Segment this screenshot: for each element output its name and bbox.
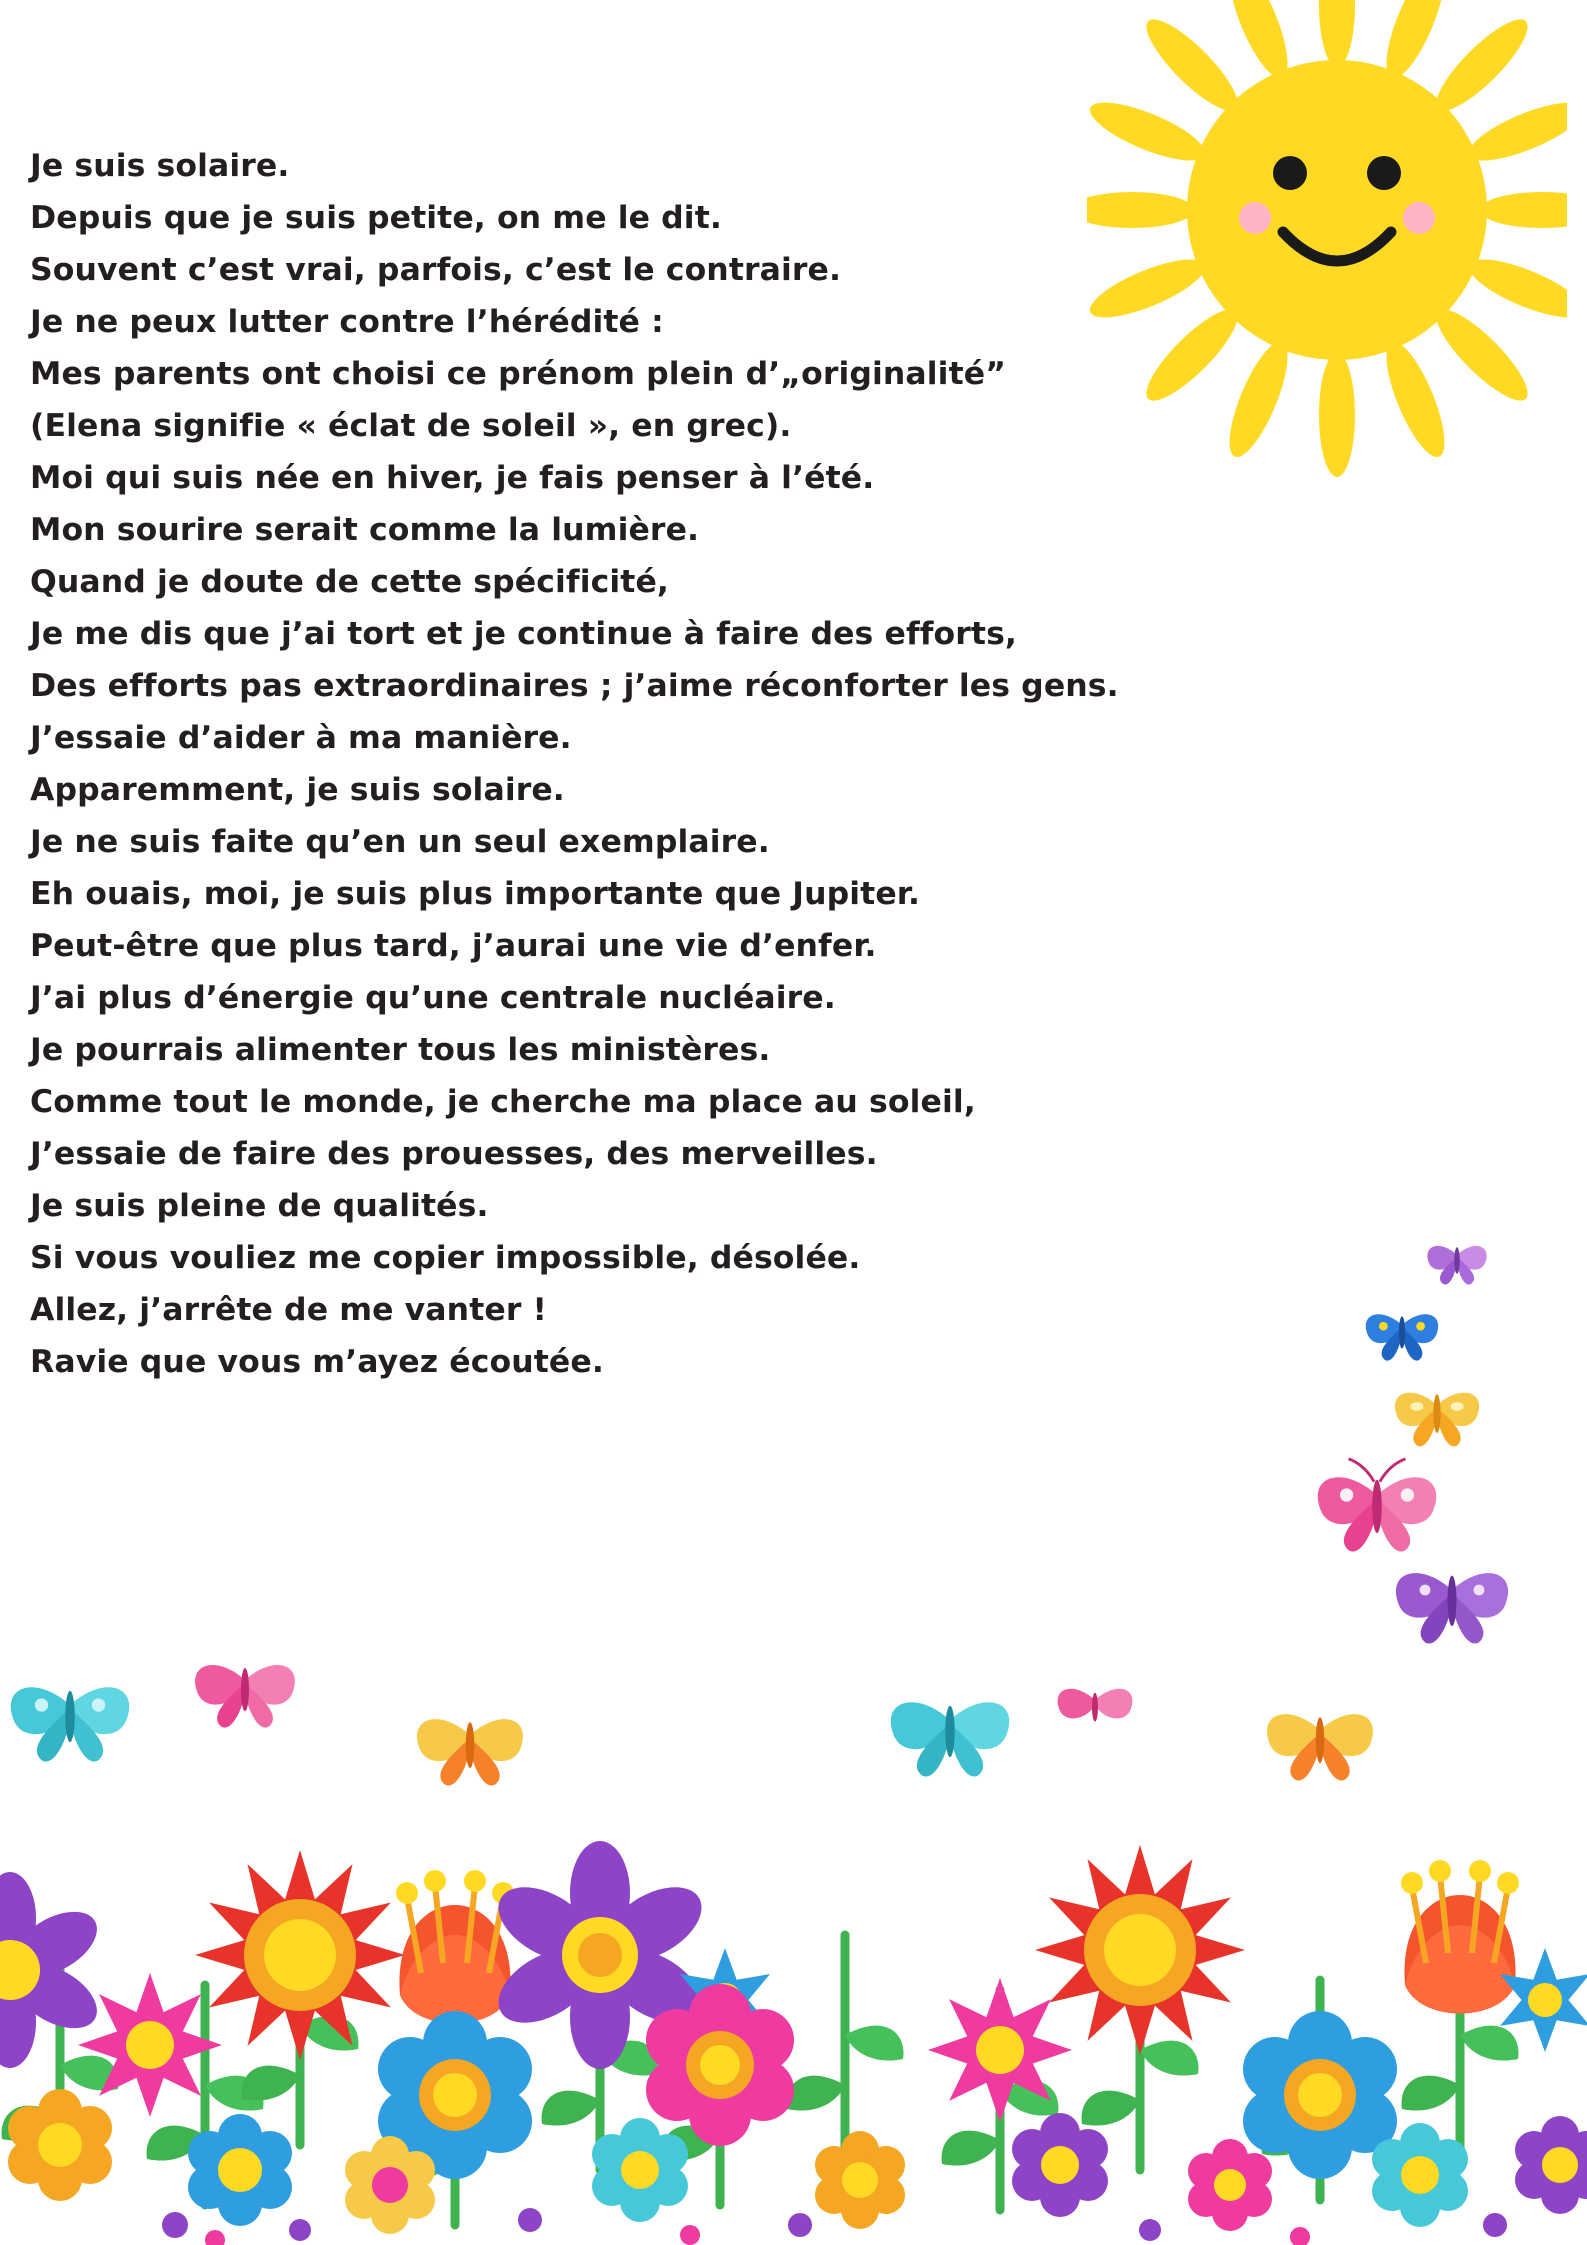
butterfly-icon xyxy=(11,1687,129,1761)
poem-line: Je pourrais alimenter tous les ministères. xyxy=(30,1032,771,1068)
flower-icon xyxy=(1012,2113,1108,2217)
flower-icon xyxy=(1188,2139,1272,2231)
flower-icon xyxy=(396,1870,514,2024)
poem-line: Quand je doute de cette spécificité, xyxy=(30,564,669,600)
butterfly-icon xyxy=(1318,1459,1436,1552)
butterfly-column-illustration xyxy=(1307,1230,1527,1660)
poem-line: Comme tout le monde, je cherche ma place au soleil, xyxy=(30,1084,976,1120)
flower-icon xyxy=(815,2131,905,2229)
butterfly-icon xyxy=(1395,1393,1479,1447)
poem-line: J’essaie d’aider à ma manière. xyxy=(30,720,572,756)
poem-line: (Elena signifie « éclat de soleil », en grec). xyxy=(30,408,792,444)
poem-line: Si vous vouliez me copier impossible, désolée. xyxy=(30,1240,861,1276)
poem-line: Allez, j’arrête de me vanter ! xyxy=(30,1292,547,1328)
flower-icon xyxy=(1035,1845,1245,2055)
poem-line: Des efforts pas extraordinaires ; j’aime réconforter les gens. xyxy=(30,668,1119,704)
flower-icon xyxy=(0,1872,108,2068)
poem-line: Je me dis que j’ai tort et je continue à faire des efforts, xyxy=(30,616,1017,652)
flower-icon xyxy=(195,1850,405,2060)
butterfly-icon xyxy=(417,1719,523,1785)
flower-icon xyxy=(8,2089,112,2201)
poem-line: Eh ouais, moi, je suis plus importante que Jupiter. xyxy=(30,876,921,912)
butterfly-icon xyxy=(1267,1714,1373,1780)
poem-line: Depuis que je suis petite, on me le dit. xyxy=(30,200,722,236)
butterfly-icon xyxy=(1427,1246,1486,1285)
poem-line: Mon sourire serait comme la lumière. xyxy=(30,512,700,548)
poem-line: Ravie que vous m’ayez écoutée. xyxy=(30,1344,604,1380)
flower-icon xyxy=(928,1978,1072,2122)
poem-line: J’essaie de faire des prouesses, des merveilles. xyxy=(30,1136,878,1172)
butterfly-icon xyxy=(1366,1314,1438,1360)
poem-line: Moi qui suis née en hiver, je fais penser à l’été. xyxy=(30,460,875,496)
butterfly-icon xyxy=(195,1665,295,1728)
poem-line: Je suis solaire. xyxy=(30,148,290,184)
poem-line: Je ne suis faite qu’en un seul exemplaire. xyxy=(30,824,770,860)
flower-icon xyxy=(78,1973,222,2117)
flower-garden-illustration xyxy=(0,1625,1587,2245)
poem-line: Souvent c’est vrai, parfois, c’est le contraire. xyxy=(30,252,842,288)
poem-line: Peut-être que plus tard, j’aurai une vie d’enfer. xyxy=(30,928,877,964)
poem-line: Mes parents ont choisi ce prénom plein d’„originalité” xyxy=(30,356,1007,392)
poem-line: Apparemment, je suis solaire. xyxy=(30,772,565,808)
flower-icon xyxy=(1515,2116,1587,2214)
poem-line: J’ai plus d’énergie qu’une centrale nucléaire. xyxy=(30,980,836,1016)
poem-line: Je suis pleine de qualités. xyxy=(30,1188,489,1224)
butterfly-icon xyxy=(1058,1689,1133,1722)
butterfly-icon xyxy=(891,1702,1009,1776)
poem-line: Je ne peux lutter contre l’hérédité : xyxy=(30,304,664,340)
poem-text xyxy=(30,140,1410,1388)
flower-icon xyxy=(1401,1860,1519,2014)
